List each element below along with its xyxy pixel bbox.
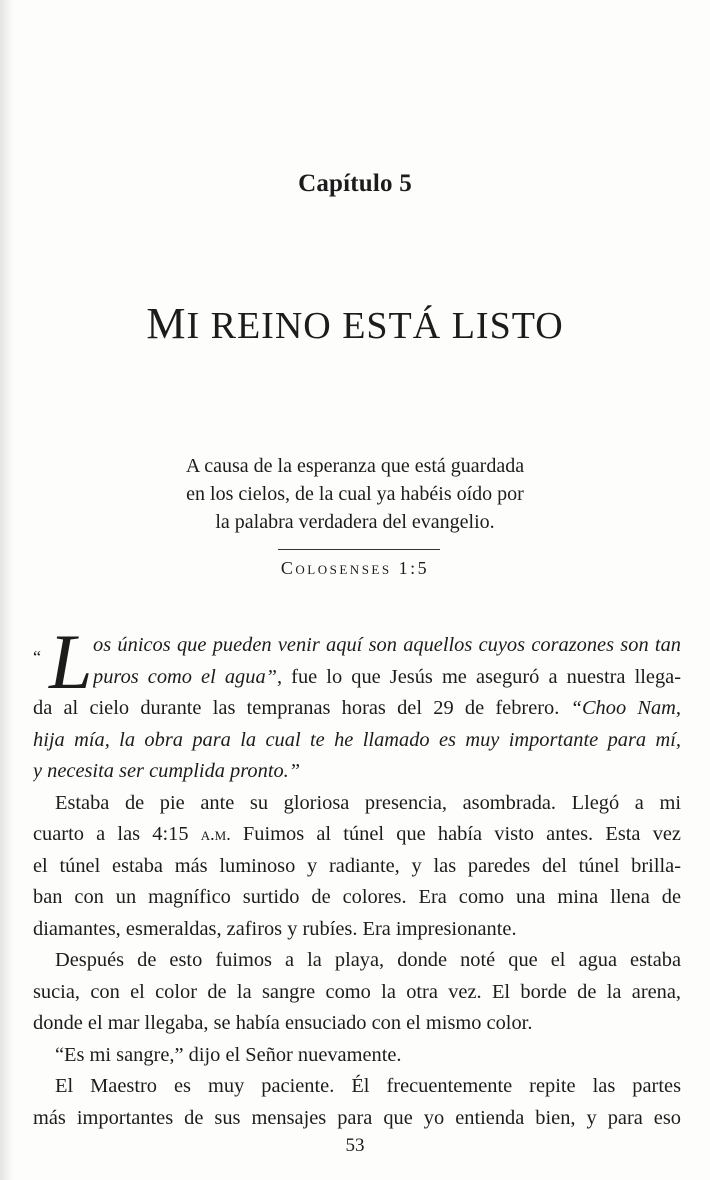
body-line [33, 819, 681, 851]
opening-quote-mark: “ [33, 647, 41, 667]
text-run: El Maestro es muy paciente. Él frecuentemente repite las partes [55, 1075, 681, 1097]
text-run: hija mía, la obra para la cual te he llamado es muy importante para mí, [33, 728, 681, 751]
text-run: donde el mar llegaba, se había ensuciado con el mismo color. [33, 1012, 533, 1034]
text-run: más importantes de sus mensajes para que yo entienda bien, y para eso [33, 1106, 681, 1129]
page-number: 53 [345, 1135, 365, 1156]
epigraph-line: A causa de la esperanza que está guardada [185, 455, 525, 477]
body-line [33, 851, 681, 883]
text-run: a.m. [200, 824, 231, 844]
chapter-title-rest: I REINO ESTÁ LISTO [186, 305, 564, 347]
body-line [33, 914, 681, 946]
body-line [33, 882, 681, 914]
body-line [33, 1103, 681, 1135]
text-run: “Choo Nam, [570, 697, 681, 719]
body-text [33, 618, 681, 1134]
first-paragraph-opening [33, 618, 681, 705]
text-run: el túnel estaba más luminoso y radiante, y las paredes del túnel brilla- [33, 854, 681, 877]
drop-cap: L [49, 618, 93, 705]
body-line [33, 693, 681, 725]
body-line [33, 788, 681, 820]
text-run: sucia, con el color de la sangre como la otra vez. El borde de la arena, [33, 980, 681, 1003]
text-run: Estaba de pie ante su gloriosa presencia, asombrada. Llegó a mi [55, 791, 681, 814]
text-run: cuarto a las 4:15 [33, 823, 201, 845]
text-run: “Es mi sangre,” dijo el Señor nuevamente. [55, 1043, 402, 1066]
text-run: os únicos que pueden venir aquí son aquellos cuyos corazones son tan [93, 634, 681, 656]
text-run: puros como el agua” [93, 665, 277, 688]
chapter-title-initial: M [146, 299, 187, 348]
text-run: ban con un magnífico surtido de colores. Era como una mina llena de [33, 886, 681, 908]
epigraph [150, 452, 560, 536]
body-line [93, 630, 681, 662]
body-line [33, 756, 681, 788]
body-line [33, 945, 681, 977]
body-line [33, 977, 681, 1009]
body-line [33, 1071, 681, 1103]
chapter-label: Capítulo 5 [298, 170, 412, 197]
body-line [33, 1040, 681, 1072]
chapter-title [0, 298, 710, 349]
epigraph-line: la palabra verdadera del evangelio. [215, 511, 495, 533]
text-run: , fue lo que Jesús me aseguró a nuestra llega- [276, 665, 681, 688]
epigraph-source: Colosenses 1:5 [280, 558, 430, 578]
epigraph-divider [278, 549, 440, 550]
body-line [33, 725, 681, 757]
text-run: da al cielo durante las tempranas horas del 29 de febrero. [33, 697, 571, 719]
body-line [93, 662, 681, 694]
body-line [33, 1008, 681, 1040]
text-run: y necesita ser cumplida pronto.” [33, 760, 301, 782]
text-run: diamantes, esmeraldas, zafiros y rubíes. Era impresionante. [33, 917, 517, 940]
text-run: Después de esto fuimos a la playa, donde noté que el agua estaba [55, 949, 681, 971]
text-run: Fuimos al túnel que había visto antes. Esta vez [230, 823, 681, 845]
epigraph-line: en los cielos, de la cual ya habéis oído por [186, 483, 524, 505]
